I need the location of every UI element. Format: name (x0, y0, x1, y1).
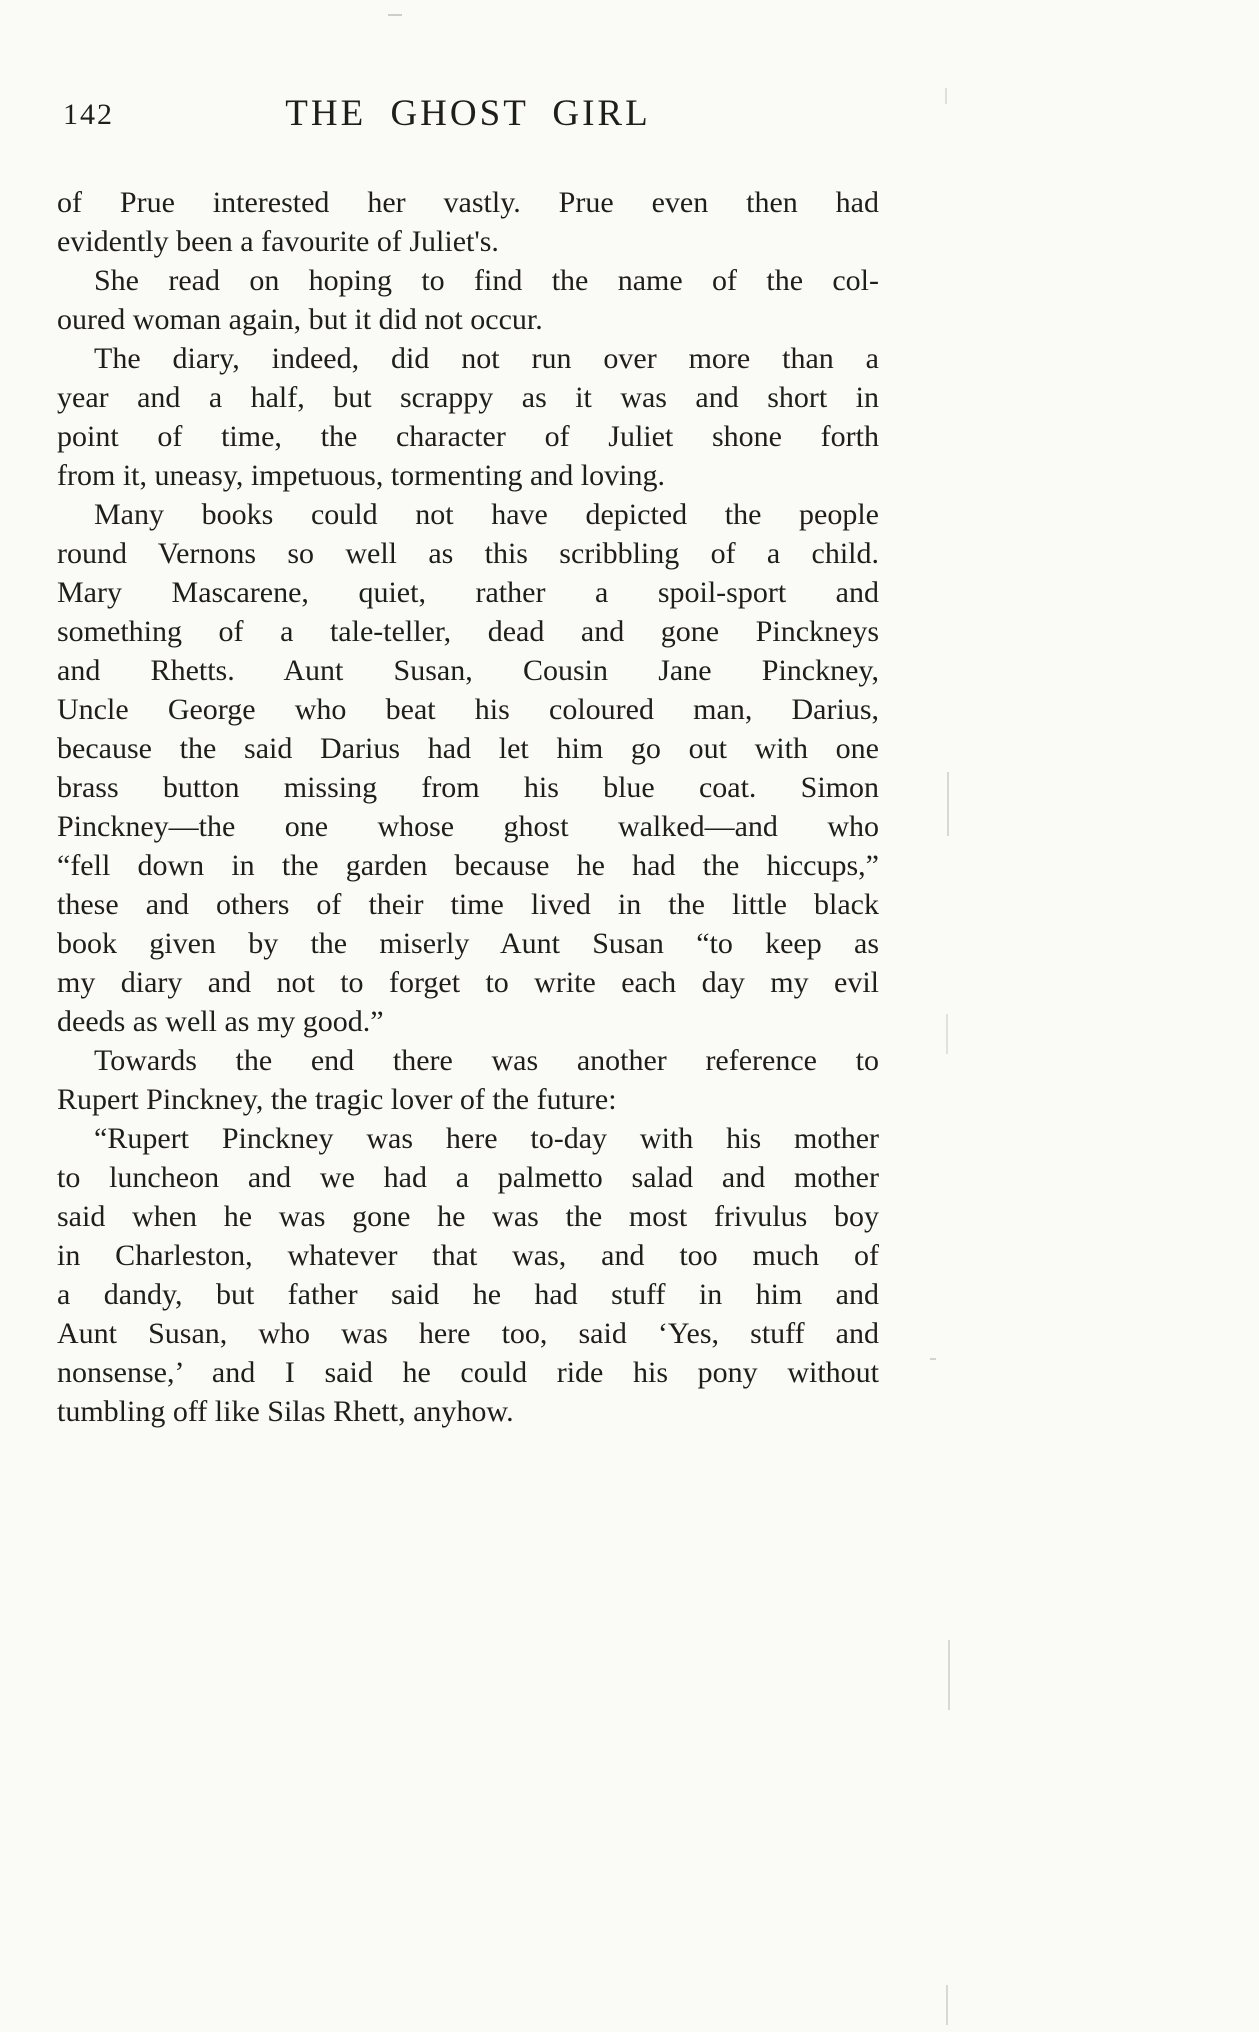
text-line: to luncheon and we had a palmetto salad and mother (57, 1161, 879, 1194)
paragraph (57, 1119, 879, 1431)
text-line: Mary Mascarene, quiet, rather a spoil-sport and (57, 576, 879, 609)
scan-artifact (388, 14, 402, 16)
text-line: because the said Darius had let him go out with one (57, 732, 879, 765)
text-line: year and a half, but scrappy as it was and short in (57, 381, 879, 414)
text-line: and Rhetts. Aunt Susan, Cousin Jane Pinckney, (57, 654, 879, 687)
text-line: in Charleston, whatever that was, and too much of (57, 1239, 879, 1272)
text-line: from it, uneasy, impetuous, tormenting and loving. (57, 459, 665, 492)
page-content (57, 0, 879, 1431)
text-line: Pinckney—the one whose ghost walked—and who (57, 810, 879, 843)
text-line: deeds as well as my good.” (57, 1005, 384, 1038)
text-line: round Vernons so well as this scribbling of a child. (57, 537, 879, 570)
text-line: book given by the miserly Aunt Susan “to keep as (57, 927, 879, 960)
text-line: evidently been a favourite of Juliet's. (57, 225, 499, 258)
scan-artifact (947, 772, 949, 836)
paragraph (57, 339, 879, 495)
page-title: THE GHOST GIRL (285, 93, 651, 134)
page-number: 142 (63, 98, 114, 131)
scan-artifact (930, 1358, 936, 1360)
text-line: said when he was gone he was the most frivulus boy (57, 1200, 879, 1233)
text-line: She read on hoping to find the name of the col- (94, 264, 879, 297)
text-line: these and others of their time lived in the little black (57, 888, 879, 921)
text-line: Rupert Pinckney, the tragic lover of the future: (57, 1083, 617, 1116)
paragraph (57, 261, 879, 339)
text-line: point of time, the character of Juliet shone forth (57, 420, 879, 453)
text-line: oured woman again, but it did not occur. (57, 303, 543, 336)
text-line: nonsense,’ and I said he could ride his pony without (57, 1356, 879, 1389)
text-line: Uncle George who beat his coloured man, Darius, (57, 693, 879, 726)
scan-artifact (946, 1014, 948, 1054)
text-line: tumbling off like Silas Rhett, anyhow. (57, 1395, 514, 1428)
text-line: something of a tale-teller, dead and gone Pinckneys (57, 615, 879, 648)
paragraph (57, 495, 879, 1041)
text-line: my diary and not to forget to write each day my evil (57, 966, 879, 999)
scan-artifact (946, 1985, 948, 2025)
scan-artifact (945, 88, 947, 104)
text-line: “fell down in the garden because he had the hiccups,” (57, 849, 879, 882)
text-line: of Prue interested her vastly. Prue even then had (57, 186, 879, 219)
paragraph (57, 1041, 879, 1119)
text-line: The diary, indeed, did not run over more than a (94, 342, 879, 375)
scan-artifact (948, 1640, 950, 1710)
text-block (57, 183, 879, 1431)
text-line: Many books could not have depicted the people (94, 498, 879, 531)
page-header (57, 92, 879, 140)
text-line: brass button missing from his blue coat. Simon (57, 771, 879, 804)
paragraph (57, 183, 879, 261)
text-line: a dandy, but father said he had stuff in him and (57, 1278, 879, 1311)
text-line: Towards the end there was another reference to (94, 1044, 879, 1077)
text-line: “Rupert Pinckney was here to-day with his mother (94, 1122, 879, 1155)
text-line: Aunt Susan, who was here too, said ‘Yes, stuff and (57, 1317, 879, 1350)
